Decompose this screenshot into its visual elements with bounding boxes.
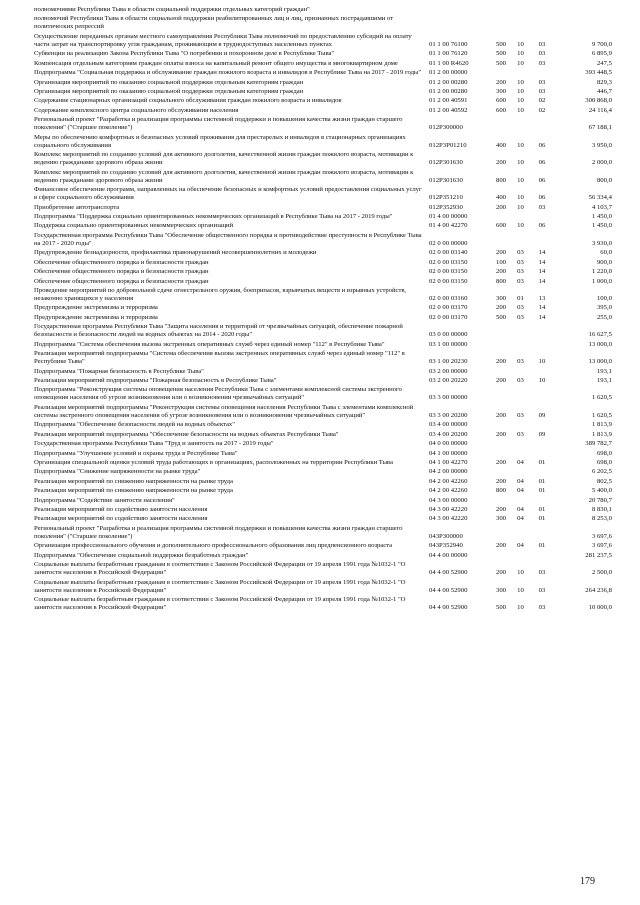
sum-cell: 395,0: [596, 304, 612, 312]
table-row: [0, 368, 640, 376]
table-row: [0, 249, 640, 257]
row-name: Компенсация отдельным категориям граждан оплаты взноса на капитальный ремонт общего имущества в многоквартирном доме: [34, 59, 398, 67]
vr-cell: 200: [495, 78, 507, 86]
sum-cell: 13 000,0: [588, 358, 612, 366]
sum-cell: 255,0: [596, 313, 612, 321]
sum-cell: 1 000,0: [591, 277, 612, 285]
sum-cell: 698,0: [596, 458, 612, 466]
row-name: полномочий Республики Тыва в области социальной поддержки реабилитированных лиц и лиц, признанных пострадавшими от политических репрессий: [34, 15, 393, 31]
row-name: Организация профессионального обучения и дополнительного профессионального образования лиц предпенсионного возраста: [34, 542, 392, 550]
row-name: Меры по обеспечению комфортных и безопасных условий проживания для престарелых и инвалидов в стационарных организациях социального обслуживания: [34, 133, 406, 149]
table-row: [0, 88, 640, 96]
table-row: [0, 79, 640, 87]
code-cell: 03 0 00 00000: [429, 331, 468, 339]
sum-cell: 393 448,5: [585, 69, 612, 77]
row-name: Обеспечение общественного порядка и безопасности граждан: [34, 258, 209, 266]
code-cell: 04 2 00 42260: [429, 487, 468, 495]
sum-cell: 1 220,0: [591, 268, 612, 276]
table-row: [0, 169, 640, 185]
table-row: [0, 107, 640, 115]
table-row: [0, 341, 640, 349]
rz-cell: 04: [517, 487, 524, 495]
sum-cell: 20 780,7: [588, 496, 612, 504]
sum-cell: 56 334,4: [588, 194, 612, 202]
table-row: [0, 459, 640, 467]
code-cell: 012P3P01210: [429, 141, 467, 149]
row-name: Реализация мероприятий по снижению напряженности на рынке труда: [34, 477, 233, 485]
code-cell: 02 0 00 03140: [429, 249, 468, 257]
rz-cell: 10: [517, 59, 524, 67]
rz-cell: 03: [517, 313, 524, 321]
pr-cell: 14: [538, 304, 546, 312]
code-cell: 03 3 00 00000: [429, 394, 468, 402]
table-row: [0, 404, 640, 420]
vr-cell: 200: [495, 376, 507, 384]
pr-cell: 01: [538, 477, 546, 485]
table-row: [0, 60, 640, 68]
code-cell: 04 4 00 00000: [429, 551, 468, 559]
table-row: [0, 596, 640, 612]
pr-cell: 14: [538, 268, 546, 276]
rz-cell: 10: [517, 78, 524, 86]
vr-cell: 200: [495, 203, 507, 211]
sum-cell: 6 895,9: [591, 50, 612, 58]
rz-cell: 10: [517, 176, 524, 184]
vr-cell: 300: [495, 515, 507, 523]
code-cell: 04 4 00 52900: [429, 604, 468, 612]
table-row: [0, 506, 640, 514]
rz-cell: 10: [517, 222, 524, 230]
sum-cell: 389 782,7: [585, 440, 612, 448]
row-name: Организация мероприятий по оказанию социальной поддержки отдельным категориям граждан: [34, 87, 304, 95]
sum-cell: 4 103,7: [591, 203, 612, 211]
rz-cell: 03: [517, 376, 524, 384]
sum-cell: 2 000,0: [591, 159, 612, 167]
pr-cell: 06: [538, 194, 546, 202]
row-name: Предупреждение экстремизма и терроризма: [34, 313, 158, 321]
code-cell: 04 1 00 00000: [429, 449, 468, 457]
code-cell: 02 0 00 03150: [429, 258, 468, 266]
sum-cell: 1 620,5: [591, 394, 612, 402]
row-name: Реализация мероприятий подпрограммы "Реконструкция системы оповещения населения Республики Тыва с элементами комплексной системы экстренного оповещения населения об угрозе возникновения или о возникновении чрезвычайных ситуаций": [34, 403, 414, 419]
code-cell: 03 4 00 20200: [429, 430, 468, 438]
code-cell: 01 2 00 00280: [429, 87, 468, 95]
code-cell: 012P301630: [429, 176, 463, 184]
row-name: Реализация мероприятий подпрограммы "Пожарная безопасность в Республике Тыва": [34, 376, 277, 384]
row-name: Социальные выплаты безработным гражданам в соответствии с Законом Российской Федерации от 19 апреля 1991 года №1032-1 "О занятости населения в Российской Федерации": [34, 561, 406, 577]
row-name: Реализация мероприятий по содействию занятости населения: [34, 505, 208, 513]
rz-cell: 03: [517, 268, 524, 276]
rz-cell: 03: [517, 430, 524, 438]
table-row: [0, 186, 640, 202]
row-name: Реализация мероприятий подпрограммы "Система обеспечения вызова экстренных оперативных служб через единый номер "112" в Республике Тыва": [34, 350, 405, 366]
rz-cell: 10: [517, 106, 524, 114]
rz-cell: 04: [517, 542, 524, 550]
code-cell: 043P352940: [429, 542, 463, 550]
table-row: [0, 15, 640, 31]
row-name: Реализация мероприятий по содействию занятости населения: [34, 515, 208, 523]
code-cell: 01 4 00 00000: [429, 213, 468, 220]
row-name: Проведение мероприятий по добровольной сдаче огнестрельного оружия, боеприпасов, взрывчатых веществ и взрывных устройств, незаконно хранящихся у населения: [34, 286, 407, 302]
code-cell: 012P352930: [429, 203, 463, 211]
sum-cell: 3 697,6: [591, 532, 612, 540]
table-row: [0, 478, 640, 486]
row-name: Осуществление переданных органам местного самоуправления Республики Тыва полномочий по предоставлению субсидий на оплату части затрат на транспортировку угля гражданам, проживающим в труднодоступных населенных пунктах: [34, 32, 412, 48]
rz-cell: 04: [517, 458, 524, 466]
vr-cell: 200: [495, 411, 507, 419]
vr-cell: 200: [495, 249, 507, 257]
vr-cell: 200: [495, 569, 507, 577]
pr-cell: 02: [538, 106, 546, 114]
vr-cell: 100: [495, 258, 507, 266]
sum-cell: 9 700,0: [591, 40, 612, 48]
row-name: Субвенции на реализацию Закона Республики Тыва "О погребении и похоронном деле в Республике Тыва": [34, 50, 335, 58]
code-cell: 01 1 00 R4620: [429, 59, 469, 67]
pr-cell: 10: [538, 376, 546, 384]
table-row: [0, 304, 640, 312]
vr-cell: 500: [495, 313, 507, 321]
page-number: 179: [580, 876, 595, 887]
pr-cell: 03: [538, 604, 546, 612]
rz-cell: 04: [517, 515, 524, 523]
table-row: [0, 323, 640, 339]
row-name: Предупреждение безнадзорности, профилактика правонарушений несовершеннолетних и молодежи: [34, 249, 317, 257]
vr-cell: 300: [495, 294, 507, 302]
vr-cell: 300: [495, 586, 507, 594]
row-name: Предупреждение экстремизма и терроризма: [34, 304, 158, 312]
row-name: Комплекс мероприятий по созданию условий для активного долголетия, качественной жизни граждан пожилого возраста, мотивации к ведению гражданами здорового образа жизни: [34, 151, 414, 167]
row-name: Подпрограмма "Снижение напряженности на рынке труда": [34, 468, 201, 476]
code-cell: 03 1 00 00000: [429, 340, 468, 348]
row-name: Реализация мероприятий по снижению напряженности на рынке труда: [34, 487, 233, 495]
table-row: [0, 204, 640, 212]
table-row: [0, 278, 640, 286]
rz-cell: 10: [517, 569, 524, 577]
sum-cell: 1 813,9: [591, 430, 612, 438]
pr-cell: 06: [538, 159, 546, 167]
code-cell: 02 0 00 03170: [429, 313, 468, 321]
vr-cell: 200: [495, 268, 507, 276]
sum-cell: 6 202,5: [591, 468, 612, 476]
code-cell: 03 4 00 00000: [429, 421, 468, 429]
rz-cell: 03: [517, 249, 524, 257]
sum-cell: 1 450,0: [591, 222, 612, 230]
pr-cell: 14: [538, 258, 546, 266]
code-cell: 012P351210: [429, 194, 463, 202]
pr-cell: 10: [538, 358, 546, 366]
code-cell: 012P300000: [429, 124, 463, 132]
table-row: [0, 151, 640, 167]
rz-cell: 10: [517, 194, 524, 202]
row-name: Организация мероприятий по оказанию социальной поддержки отдельным категориям граждан: [34, 78, 304, 86]
code-cell: 03 3 00 20200: [429, 411, 468, 419]
rz-cell: 10: [517, 87, 524, 95]
code-cell: 03 1 00 20230: [429, 358, 468, 366]
row-name: Содержание стационарных организаций социального обслуживания граждан пожилого возраста и инвалидов: [34, 97, 342, 105]
sum-cell: 698,0: [596, 449, 612, 457]
vr-cell: 500: [495, 50, 507, 58]
pr-cell: 03: [538, 40, 546, 48]
pr-cell: 01: [538, 487, 546, 495]
sum-cell: 446,7: [596, 87, 612, 95]
pr-cell: 03: [538, 87, 546, 95]
sum-cell: 193,1: [596, 367, 612, 375]
row-name: Подпрограмма "Система обеспечения вызова экстренных оперативных служб через единый номер "112" в Республике Тыва": [34, 340, 385, 348]
rz-cell: 03: [517, 304, 524, 312]
pr-cell: 01: [538, 505, 546, 513]
code-cell: 02 0 00 03160: [429, 294, 468, 302]
vr-cell: 600: [495, 106, 507, 114]
table-row: [0, 50, 640, 58]
row-name: Подпрограмма "Обеспечение безопасности людей на водных объектах": [34, 421, 235, 429]
vr-cell: 500: [495, 40, 507, 48]
pr-cell: 03: [538, 78, 546, 86]
sum-cell: 3 697,6: [591, 542, 612, 550]
code-cell: 02 0 00 03170: [429, 304, 468, 312]
sum-cell: 829,3: [596, 78, 612, 86]
pr-cell: 03: [538, 59, 546, 67]
table-row: [0, 561, 640, 577]
row-name: Региональный проект "Разработка и реализация программы системной поддержки и повышения качества жизни граждан старшего поколения" ("Старшее поколение"): [34, 524, 403, 540]
pr-cell: 14: [538, 277, 546, 285]
pr-cell: 14: [538, 313, 546, 321]
vr-cell: 200: [495, 542, 507, 550]
rz-cell: 03: [517, 258, 524, 266]
rz-cell: 10: [517, 159, 524, 167]
row-name: Подпрограмма "Пожарная безопасность в Республике Тыва": [34, 367, 204, 375]
row-name: Подпрограмма "Реконструкция системы оповещения населения Республики Тыва с элементами комплексной системы экстренного оповещения населения об угрозе возникновения или о возникновении чрезвычайных ситуаций": [34, 386, 402, 402]
row-name: Подпрограмма "Содействие занятости населения": [34, 496, 175, 504]
sum-cell: 13 000,0: [588, 340, 612, 348]
pr-cell: 09: [538, 411, 546, 419]
vr-cell: 200: [495, 458, 507, 466]
row-name: Социальные выплаты безработным гражданам в соответствии с Законом Российской Федерации от 19 апреля 1991 года №1032-1 "О занятости населения в Российской Федерации": [34, 596, 406, 612]
pr-cell: 09: [538, 430, 546, 438]
code-cell: 01 4 00 42270: [429, 222, 468, 230]
vr-cell: 200: [495, 159, 507, 167]
vr-cell: 400: [495, 194, 507, 202]
row-name: Содержание комплексного центра социального обслуживания населения: [34, 106, 239, 114]
row-name: Государственная программа Республики Тыва "Обеспечение общественного порядка и противодействие преступности в Республике Тыва на 2017 - 2020 годы": [34, 231, 422, 247]
sum-cell: 8 830,1: [591, 505, 612, 513]
sum-cell: 300 868,0: [585, 97, 612, 105]
pr-cell: 03: [538, 586, 546, 594]
code-cell: 01 1 00 76120: [429, 50, 468, 58]
vr-cell: 800: [495, 277, 507, 285]
table-row: [0, 497, 640, 505]
table-row: [0, 213, 640, 221]
code-cell: 01 2 00 40592: [429, 106, 468, 114]
table-row: [0, 268, 640, 276]
sum-cell: 193,1: [596, 376, 612, 384]
code-cell: 04 4 00 52900: [429, 569, 468, 577]
code-cell: 03 2 00 20220: [429, 376, 468, 384]
table-row: [0, 287, 640, 303]
vr-cell: 600: [495, 222, 507, 230]
table-row: [0, 487, 640, 495]
table-row: [0, 33, 640, 49]
rz-cell: 01: [517, 294, 524, 302]
rz-cell: 04: [517, 477, 524, 485]
table-row: [0, 377, 640, 385]
rz-cell: 10: [517, 40, 524, 48]
vr-cell: 300: [495, 87, 507, 95]
pr-cell: 03: [538, 203, 546, 211]
code-cell: 04 4 00 52900: [429, 586, 468, 594]
sum-cell: 900,0: [596, 258, 612, 266]
code-cell: 01 2 00 40591: [429, 97, 468, 105]
sum-cell: 3 930,0: [591, 239, 612, 247]
pr-cell: 13: [538, 294, 546, 302]
row-name: Социальные выплаты безработным гражданам в соответствии с Законом Российской Федерации от 19 апреля 1991 года №1032-1 "О занятости населения в Российской Федерации": [34, 578, 406, 594]
code-cell: 01 2 00 00000: [429, 69, 468, 77]
sum-cell: 1 450,0: [591, 213, 612, 220]
table-row: [0, 69, 640, 77]
table-row: [0, 116, 640, 132]
row-name: Подпрограмма "Обеспечение социальной поддержки безработных граждан": [34, 551, 249, 559]
pr-cell: 06: [538, 141, 546, 149]
table-row: [0, 314, 640, 322]
code-cell: 04 3 00 00000: [429, 496, 468, 504]
code-cell: 02 0 00 00000: [429, 239, 468, 247]
sum-cell: 802,5: [596, 477, 612, 485]
pr-cell: 06: [538, 176, 546, 184]
row-name: Государственная программа Республики Тыва "Защита населения и территорий от чрезвычайных ситуаций, обеспечение пожарной безопасности и безопасности людей на водных объектах на 2014 - 2020 годы": [34, 323, 403, 339]
pr-cell: 14: [538, 249, 546, 257]
pr-cell: 01: [538, 542, 546, 550]
code-cell: 02 0 00 03150: [429, 277, 468, 285]
pr-cell: 01: [538, 458, 546, 466]
rz-cell: 04: [517, 505, 524, 513]
table-row: [0, 468, 640, 476]
sum-cell: 8 253,0: [591, 515, 612, 523]
sum-cell: 264 236,8: [585, 586, 612, 594]
row-name: Подпрограмма "Социальная поддержка и обслуживание граждан пожилого возраста и инвалидов в Республике Тыва на 2017 - 2019 годы": [34, 69, 422, 77]
vr-cell: 500: [495, 59, 507, 67]
table-row: [0, 232, 640, 248]
code-cell: 04 2 00 42260: [429, 477, 468, 485]
table-row: [0, 350, 640, 366]
code-cell: 012P301630: [429, 159, 463, 167]
sum-cell: 100,0: [596, 294, 612, 302]
code-cell: 03 2 00 00000: [429, 367, 468, 375]
rz-cell: 10: [517, 50, 524, 58]
vr-cell: 200: [495, 304, 507, 312]
vr-cell: 200: [495, 358, 507, 366]
vr-cell: 200: [495, 505, 507, 513]
table-row: [0, 97, 640, 105]
pr-cell: 03: [538, 50, 546, 58]
vr-cell: 600: [495, 97, 507, 105]
pr-cell: 06: [538, 222, 546, 230]
pr-cell: 02: [538, 97, 546, 105]
table-row: [0, 525, 640, 541]
row-name: полномочиями Республики Тыва в области социальной поддержки отдельных категорий граждан": [34, 6, 310, 13]
table-row: [0, 222, 640, 230]
code-cell: 04 1 00 42270: [429, 458, 468, 466]
code-cell: 02 0 00 03150: [429, 268, 468, 276]
sum-cell: 5 400,0: [591, 487, 612, 495]
rz-cell: 03: [517, 411, 524, 419]
code-cell: 04 3 00 42220: [429, 515, 468, 523]
sum-cell: 60,0: [600, 249, 612, 257]
table-row: [0, 552, 640, 560]
row-name: Государственная программа Республики Тыва "Труд и занятость на 2017 - 2019 годы": [34, 440, 274, 448]
table-row: [0, 515, 640, 523]
code-cell: 01 1 00 76100: [429, 40, 468, 48]
vr-cell: 800: [495, 487, 507, 495]
row-name: Подпрограмма "Улучшение условий и охраны труда в Республике Тыва": [34, 449, 238, 457]
table-row: [0, 421, 640, 429]
code-cell: 04 3 00 42220: [429, 505, 468, 513]
vr-cell: 200: [495, 430, 507, 438]
row-name: Обеспечение общественного порядка и безопасности граждан: [34, 277, 209, 285]
row-name: Реализация мероприятий подпрограммы "Обеспечение безопасности на водных объектах Республики Тыва": [34, 430, 339, 438]
table-row: [0, 259, 640, 267]
pr-cell: 01: [538, 515, 546, 523]
vr-cell: 800: [495, 176, 507, 184]
sum-cell: 1 813,9: [591, 421, 612, 429]
vr-cell: 200: [495, 477, 507, 485]
row-name: Приобретение автотранспорта: [34, 203, 120, 211]
rz-cell: 10: [517, 141, 524, 149]
table-row: [0, 579, 640, 595]
code-cell: 04 2 00 00000: [429, 468, 468, 476]
sum-cell: 3 950,0: [591, 141, 612, 149]
table-row: [0, 134, 640, 150]
code-cell: 01 2 00 00280: [429, 78, 468, 86]
table-row: [0, 440, 640, 448]
vr-cell: 500: [495, 604, 507, 612]
rz-cell: 03: [517, 277, 524, 285]
row-name: Поддержка социально ориентированных некоммерческих организаций: [34, 222, 234, 230]
code-cell: 04 0 00 00000: [429, 440, 468, 448]
vr-cell: 400: [495, 141, 507, 149]
sum-cell: 67 188,1: [588, 124, 612, 132]
row-name: Подпрограмма "Поддержка социально ориентированных некоммерческих организаций в Республике Тыва на 2017 - 2019 годы": [34, 213, 393, 220]
row-name: Комплекс мероприятий по созданию условий для активного долголетия, качественной жизни граждан пожилого возраста, мотивации к ведению гражданами здорового образа жизни: [34, 168, 414, 184]
rz-cell: 10: [517, 203, 524, 211]
sum-cell: 24 116,4: [588, 106, 612, 114]
code-cell: 043P300000: [429, 532, 463, 540]
row-name: Финансовое обеспечение программ, направленных на обеспечение безопасных и комфортных условий предоставления социальных услуг в сфере социального обслуживания: [34, 186, 422, 202]
sum-cell: 16 627,5: [588, 331, 612, 339]
rz-cell: 10: [517, 586, 524, 594]
table-row: [0, 431, 640, 439]
sum-cell: 800,0: [596, 176, 612, 184]
row-name: Обеспечение общественного порядка и безопасности граждан: [34, 268, 209, 276]
table-row: [0, 542, 640, 550]
sum-cell: 281 237,5: [585, 551, 612, 559]
rz-cell: 03: [517, 358, 524, 366]
table-row: [0, 386, 640, 402]
sum-cell: 2 500,0: [591, 569, 612, 577]
row-name: Организация специальной оценки условий труда работающих в организациях, расположенных на территории Республики Тыва: [34, 458, 393, 466]
rz-cell: 10: [517, 604, 524, 612]
rz-cell: 10: [517, 97, 524, 105]
sum-cell: 247,5: [596, 59, 612, 67]
table-row: [0, 6, 640, 14]
row-name: Региональный проект "Разработка и реализация программы системной поддержки и повышения качества жизни граждан старшего поколения" ("Старшее поколение"): [34, 116, 403, 132]
sum-cell: 10 000,0: [588, 604, 612, 612]
table-row: [0, 450, 640, 458]
pr-cell: 03: [538, 569, 546, 577]
sum-cell: 1 620,5: [591, 411, 612, 419]
